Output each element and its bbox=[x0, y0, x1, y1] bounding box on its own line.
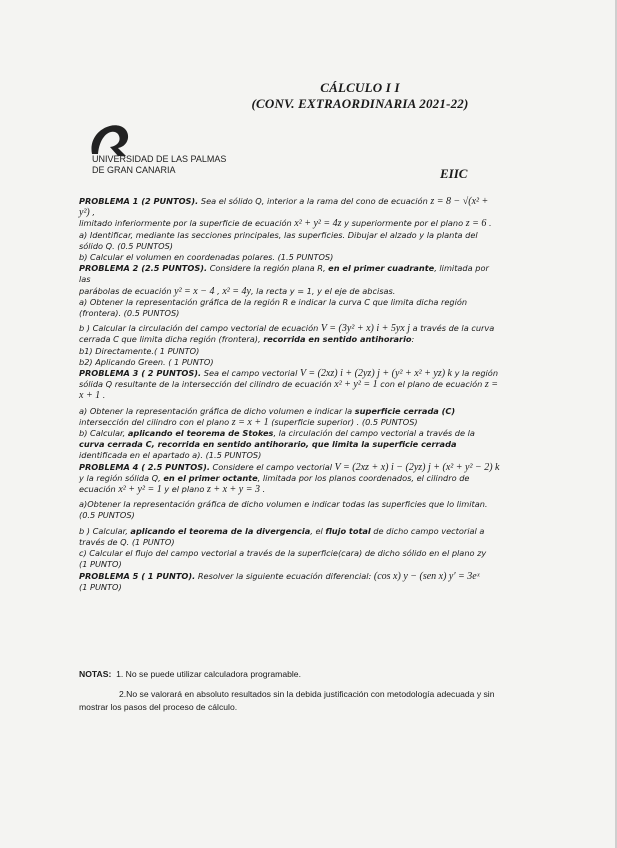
notes: NOTAS: 1. No se puede utilizar calculadora programable. bbox=[79, 669, 301, 679]
note-2: 2.No se valorará en absoluto resultados sin la debida justificación con metodología adecuada y sin mostrar los pasos del proceso de cálculo. bbox=[79, 689, 495, 712]
exam-subtitle: (CONV. EXTRAORDINARIA 2021-22) bbox=[251, 96, 469, 111]
university-logo-icon bbox=[80, 120, 140, 156]
problems-body: PROBLEMA 1 (2 PUNTOS). Sea el sólido Q, interior a la rama del cono de ecuación z = 8 − √(x² + y²) , limitado inferiormente por la superficie de ecuación x² + y² = 4z y superiormente por el plano z = 6 . a) Identificar, mediante las secciones principales, las superficies. Dibujar el alzado y la planta del sólido Q. (0.5 PUNTOS) b) Calcular el volumen en coordenadas polares. (1.5 PUNTOS) PROBLEMA 2 (2.5 PUNTOS). Considere la región plana R, en el primer cuadrante, limitada por las parábolas de ecuación y² = x − 4 , x² = 4y, la recta y = 1, y el eje de abcisas. a) Obtener la representación gráfica de la región R e indicar la curva C que limita dicha región (frontera). (0.5 PUNTOS) b ) Calcular la circulación del campo vectorial de ecuación V = (3y² + x) i + 5yx j a través de la curva cerrada C que limita dicha región (frontera), recorrida en sentido antihorario: b1) Directamente.( 1 PUNTO) b2) Aplicando Green. ( 1 PUNTO) PROBLEMA 3 ( 2 PUNTOS). Sea el campo vectorial V = (2xz) i + (2yz) j + (y² + x² + yz) k y la región sólida Q resultante de la intersección del cilindro de ecuación x² + y² = 1 con el plano de ecuación z = x + 1 . a) Obtener la representación gráfica de dicho volumen e indicar la superficie cerrada (C) intersección del cilindro con el plano z = x + 1 (superficie superior) . (0.5 PUNTOS) b) Calcular, aplicando el teorema de Stokes, la circulación del campo vectorial a través de la curva cerrada C, recorrida en sentido antihorario, que limita la superficie cerrada identificada en el apartado a). (1.5 PUNTOS) PROBLEMA 4 ( 2.5 PUNTOS). Considere el campo vectorial V = (2xz + x) i − (2yz) j + (x² + y² − 2) k y la región sólida Q, en el primer octante, limitada por los planos coordenados, el cilindro de ecuación x² + y² = 1 y el plano z + x + y = 3 . a)Obtener la representación gráfica de dicho volumen e indicar todas las superficies que lo limitan. (0.5 PUNTOS) b ) Calcular, aplicando el teorema de la divergencia, el flujo total de dicho campo vectorial a través de Q. (1 PUNTO) c) Calcular el flujo del campo vectorial a través de la superficie(cara) de dicho sólido en el plano zy (1 PUNTO) PROBLEMA 5 ( 1 PUNTO). Resolver la siguiente ecuación diferencial: (cos x) y − (sen x) y′ = 3eˣ (1 PUNTO) bbox=[79, 196, 500, 592]
exam-title: CÁLCULO I I bbox=[320, 80, 400, 95]
equation: z = 8 − √(x² + y²) bbox=[79, 196, 489, 219]
problem-3: PROBLEMA 3 ( 2 PUNTOS). Sea el campo vectorial V = (2xz) i + (2yz) j + (y² + x² + yz) k y la región sólida Q resultante de la intersección del cilindro de ecuación x² + y² = 1 con el plano de ecuación z = x + 1 . bbox=[79, 368, 499, 402]
school-code: EIIC bbox=[440, 166, 468, 181]
problem-5: PROBLEMA 5 ( 1 PUNTO). Resolver la siguiente ecuación diferencial: (cos x) y − (sen x) y′ = 3eˣ bbox=[79, 570, 480, 582]
problem-2: PROBLEMA 2 (2.5 PUNTOS). Considere la región plana R, en el primer cuadrante, limitada por las bbox=[79, 263, 489, 285]
problem-1: PROBLEMA 1 (2 PUNTOS). Sea el sólido Q, interior a la rama del cono de ecuación z = 8 − √(x² + y²) , bbox=[79, 196, 489, 219]
university-name: UNIVERSIDAD DE LAS PALMAS DE GRAN CANARIA bbox=[92, 154, 227, 175]
problem-4: PROBLEMA 4 ( 2.5 PUNTOS). Considere el campo vectorial V = (2xz + x) i − (2yz) j + (x² + y² − 2) k y la región sólida Q, en el primer octante, limitada por los planos coordenados, el cilindro de ecuación x² + y² = 1 y el plano z + x + y = 3 . bbox=[79, 461, 500, 496]
